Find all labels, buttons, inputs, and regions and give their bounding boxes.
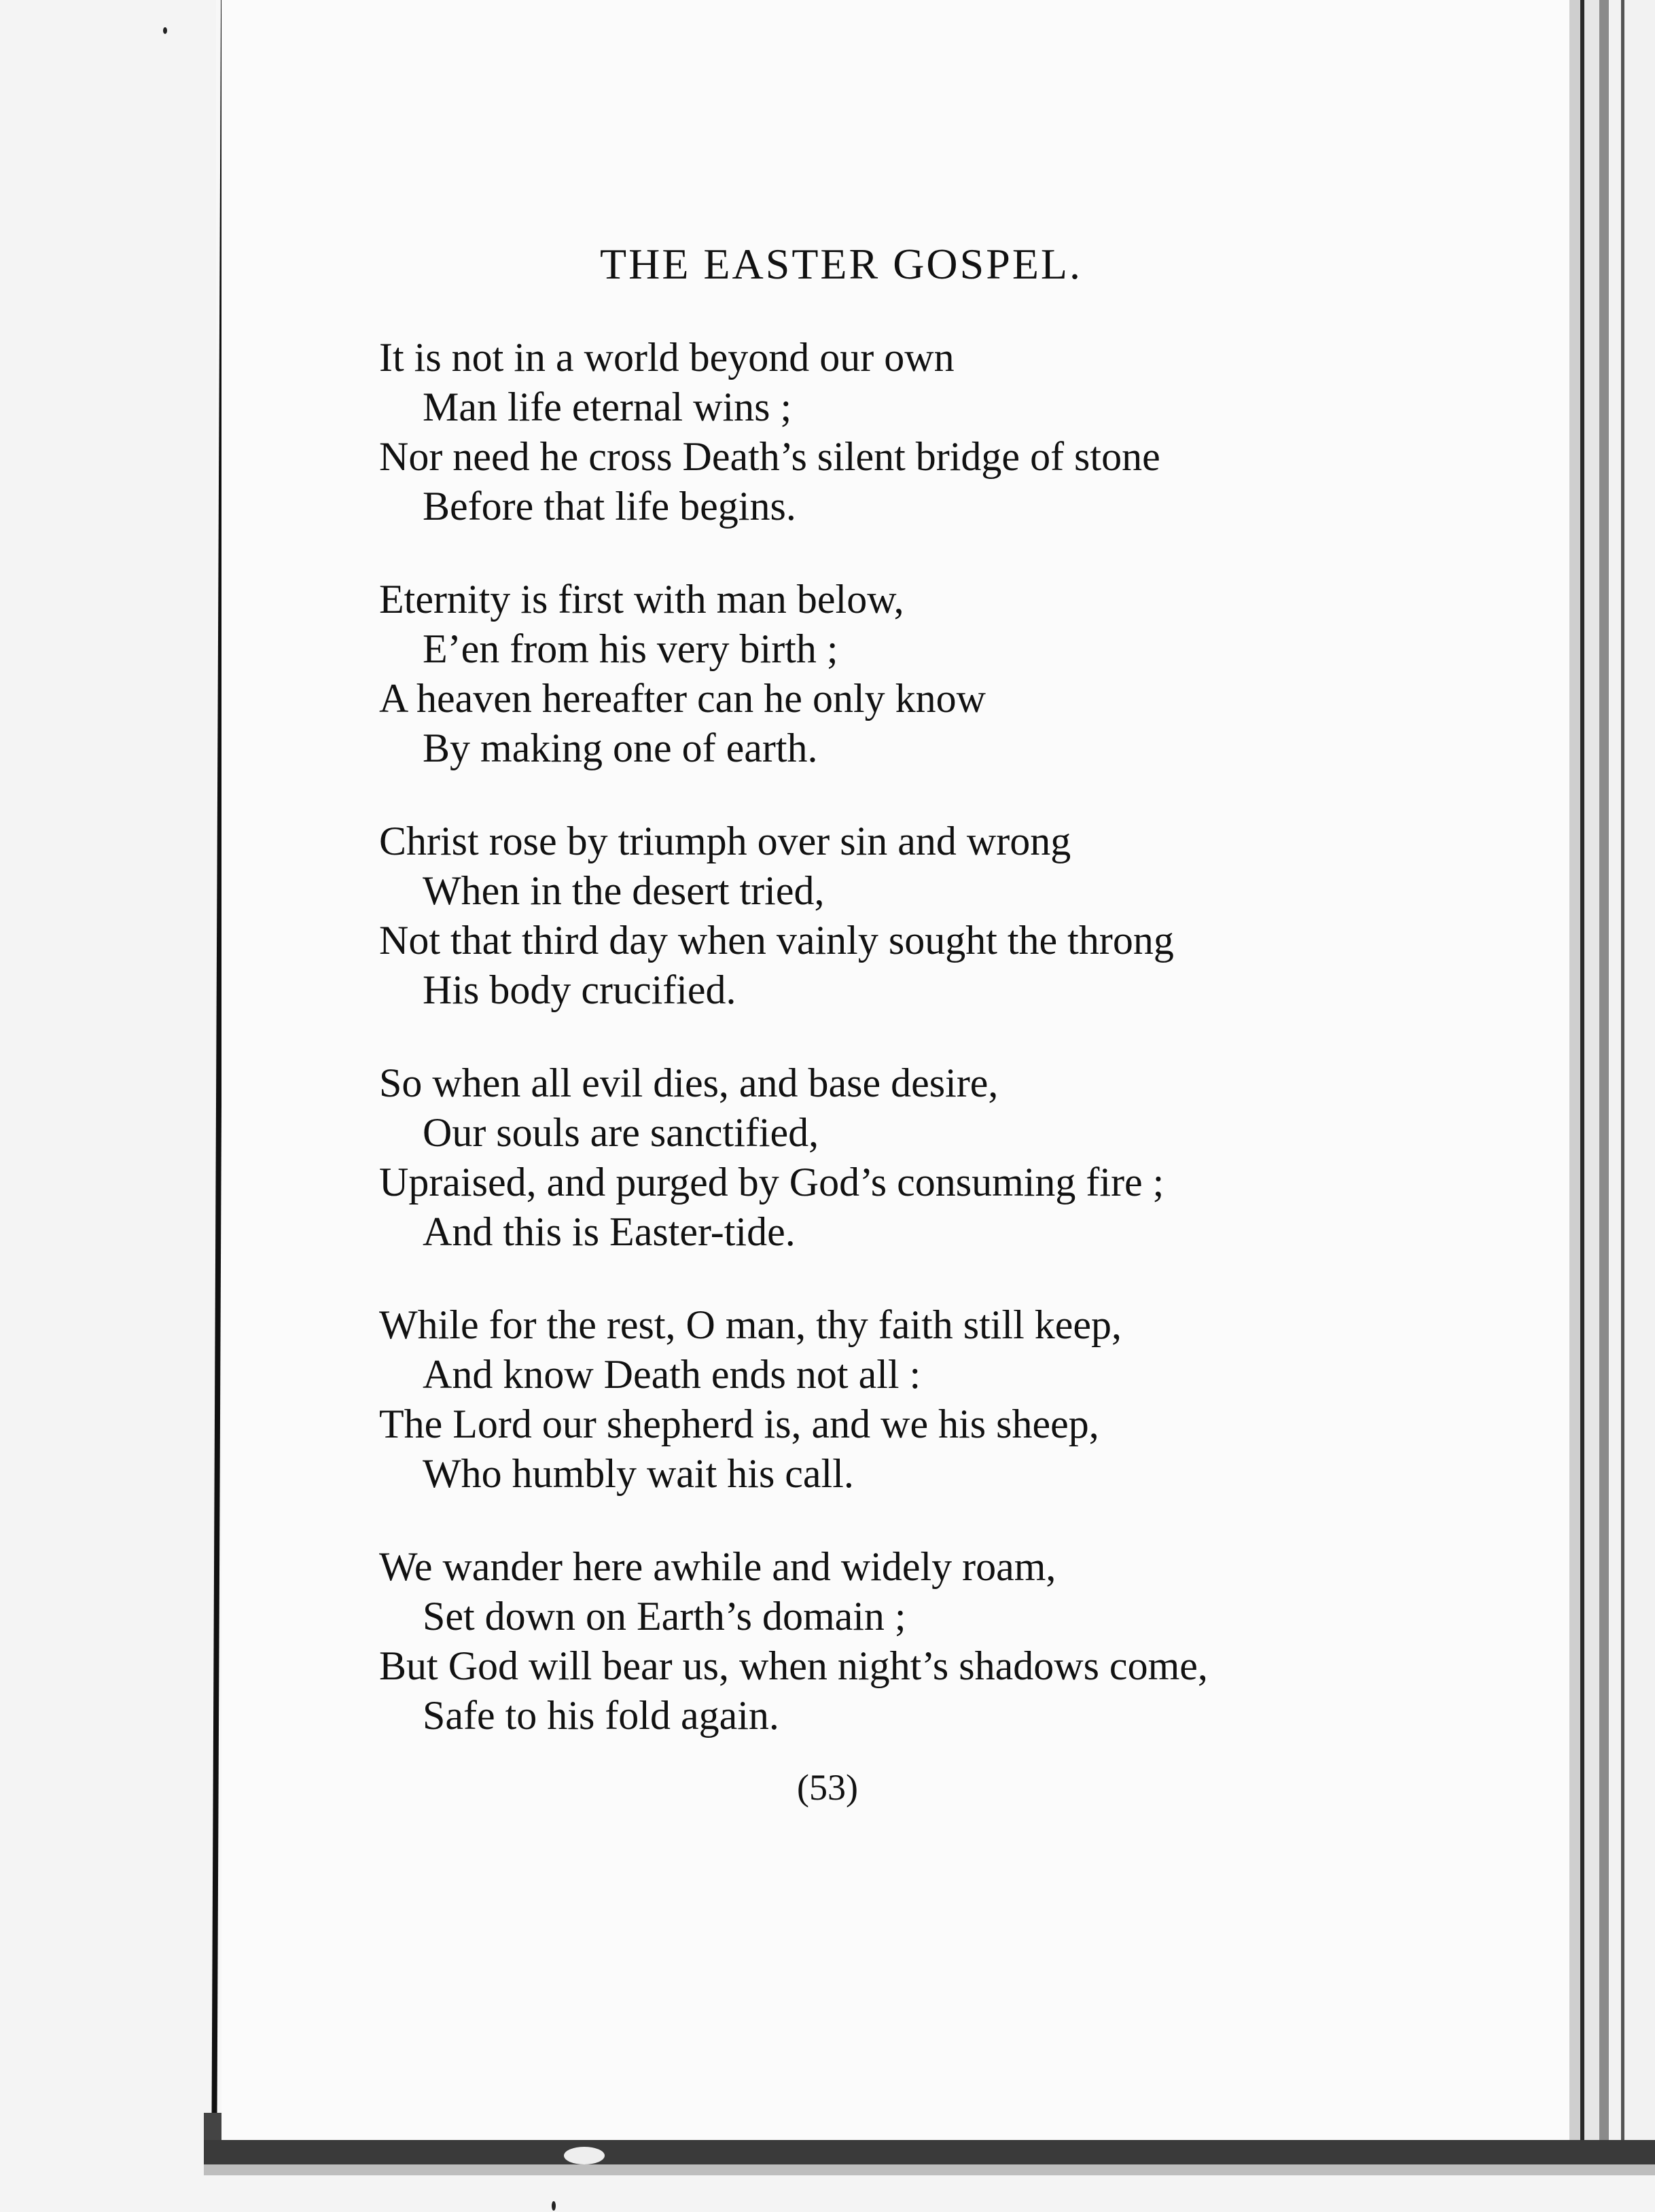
poem-line: And this is Easter-tide. xyxy=(423,1209,796,1254)
bottom-margin xyxy=(204,2175,1655,2212)
page-number-text: (53) xyxy=(797,1767,858,1808)
poem-line: When in the desert tried, xyxy=(423,868,825,913)
poem-line: It is not in a world beyond our own xyxy=(379,335,955,380)
stanza xyxy=(379,1058,1534,1257)
poem-line: Our souls are sanctified, xyxy=(423,1110,819,1155)
stanza xyxy=(379,1542,1534,1741)
poem-line: Upraised, and purged by God’s consuming fire ; xyxy=(379,1160,1164,1205)
poem-line: Nor need he cross Death’s silent bridge of stone xyxy=(379,434,1160,479)
poem-line: The Lord our shepherd is, and we his sheep, xyxy=(379,1402,1099,1446)
poem-line: By making one of earth. xyxy=(423,726,818,770)
bottom-page-edge xyxy=(204,2140,1655,2164)
poem-line: Safe to his fold again. xyxy=(423,1693,779,1738)
poem-title-text: THE EASTER GOSPEL. xyxy=(600,240,1082,288)
poem-body xyxy=(379,333,1534,1784)
poem-line: Christ rose by triumph over sin and wrong xyxy=(379,819,1071,863)
bottom-page-edge xyxy=(204,2164,1655,2175)
poem-line: And know Death ends not all : xyxy=(423,1352,921,1397)
stanza xyxy=(379,575,1534,773)
scan-speck xyxy=(552,2201,556,2211)
page-edge xyxy=(1609,0,1655,2212)
poem-line: Not that third day when vainly sought the throng xyxy=(379,918,1174,963)
page-edge xyxy=(1569,0,1580,2212)
page-edge xyxy=(1621,0,1624,2212)
poem-line: E’en from his very birth ; xyxy=(423,626,838,671)
poem-line: We wander here awhile and widely roam, xyxy=(379,1544,1056,1589)
stanza xyxy=(379,817,1534,1015)
left-blank-page xyxy=(0,0,216,2212)
poem-line: Before that life begins. xyxy=(423,484,796,529)
poem-line: Eternity is first with man below, xyxy=(379,577,904,622)
scan-speck xyxy=(163,27,167,34)
page-number xyxy=(0,1766,1655,1808)
poem-line: So when all evil dies, and base desire, xyxy=(379,1060,999,1105)
page-edge xyxy=(1599,0,1609,2212)
poem-line: Who humbly wait his call. xyxy=(423,1451,854,1496)
poem-line: But God will bear us, when night’s shadows come, xyxy=(379,1643,1208,1688)
scan-speck xyxy=(564,2147,605,2164)
poem-line: Man life eternal wins ; xyxy=(423,385,792,429)
poem-line: A heaven hereafter can he only know xyxy=(379,676,986,721)
poem-title xyxy=(0,239,1655,289)
page-edge xyxy=(1584,0,1599,2212)
stanza xyxy=(379,1300,1534,1499)
poem-line: His body crucified. xyxy=(423,967,736,1012)
poem-line: Set down on Earth’s domain ; xyxy=(423,1594,906,1639)
poem-line: While for the rest, O man, thy faith still keep, xyxy=(379,1302,1122,1347)
stanza xyxy=(379,333,1534,531)
